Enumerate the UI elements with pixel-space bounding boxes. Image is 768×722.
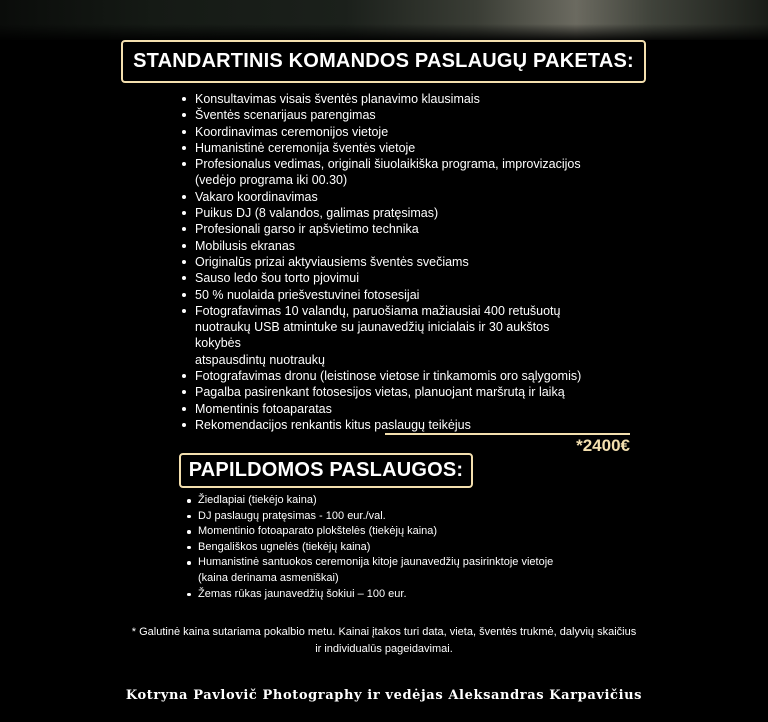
- list-item: Rekomendacijos renkantis kitus paslaugų teikėjus: [195, 417, 595, 433]
- list-item: Profesionalus vedimas, originali šiuolaikiška programa, improvizacijos (vedėjo programa iki 00.30): [195, 156, 595, 189]
- list-item: Žiedlapiai (tiekėjo kaina): [198, 493, 598, 509]
- price-note: * Galutinė kaina sutariama pokalbio metu. Kainai įtakos turi data, vieta, šventės trukmė, dalyvių skaičius ir individualūs pageidavimai.: [131, 626, 637, 655]
- list-item: Žemas rūkas jaunavedžių šokiui – 100 eur.: [198, 587, 598, 603]
- list-item: Humanistinė santuokos ceremonija kitoje jaunavedžių pasirinktoje vietoje (kaina derinama asmeniškai): [198, 555, 598, 586]
- list-item: Fotografavimas 10 valandų, paruošiama mažiausiai 400 retušuotų nuotraukų USB atmintuke su jaunavedžių inicialais ir 30 aukštos kokybės atspausdintų nuotraukų: [195, 303, 595, 368]
- package-price: *2400€: [576, 436, 630, 455]
- package-title: STANDARTINIS KOMANDOS PASLAUGŲ PAKETAS:: [121, 40, 646, 83]
- list-item: Momentinis fotoaparatas: [195, 401, 595, 417]
- list-item: DJ paslaugų pratęsimas - 100 eur./val.: [198, 509, 598, 525]
- price-divider: [385, 433, 630, 435]
- list-item: Konsultavimas visais šventės planavimo klausimais: [195, 91, 595, 107]
- list-item: Šventės scenarijaus parengimas: [195, 107, 595, 123]
- extra-services-list: [198, 493, 598, 602]
- package-services-list: [195, 91, 595, 433]
- list-item: Originalūs prizai aktyviausiems šventės svečiams: [195, 254, 595, 270]
- list-item: Momentinio fotoaparato plokštelės (tiekėjų kaina): [198, 524, 598, 540]
- list-item: Puikus DJ (8 valandos, galimas pratęsimas): [195, 205, 595, 221]
- list-item: Bengališkos ugnelės (tiekėjų kaina): [198, 540, 598, 556]
- header-photo: [0, 0, 768, 40]
- list-item: Humanistinė ceremonija šventės vietoje: [195, 140, 595, 156]
- footer-credits: Kotryna Pavlovič Photography ir vedėjas Aleksandras Karpavičius: [125, 688, 643, 703]
- list-item: Sauso ledo šou torto pjovimui: [195, 270, 595, 286]
- list-item: Vakaro koordinavimas: [195, 189, 595, 205]
- extra-services-title: PAPILDOMOS PASLAUGOS:: [179, 453, 473, 488]
- list-item: Koordinavimas ceremonijos vietoje: [195, 124, 595, 140]
- list-item: 50 % nuolaida priešvestuvinei fotosesijai: [195, 287, 595, 303]
- list-item: Pagalba pasirenkant fotosesijos vietas, planuojant maršrutą ir laiką: [195, 384, 595, 400]
- list-item: Mobilusis ekranas: [195, 238, 595, 254]
- list-item: Profesionali garso ir apšvietimo technika: [195, 221, 595, 237]
- list-item: Fotografavimas dronu (leistinose vietose ir tinkamomis oro sąlygomis): [195, 368, 595, 384]
